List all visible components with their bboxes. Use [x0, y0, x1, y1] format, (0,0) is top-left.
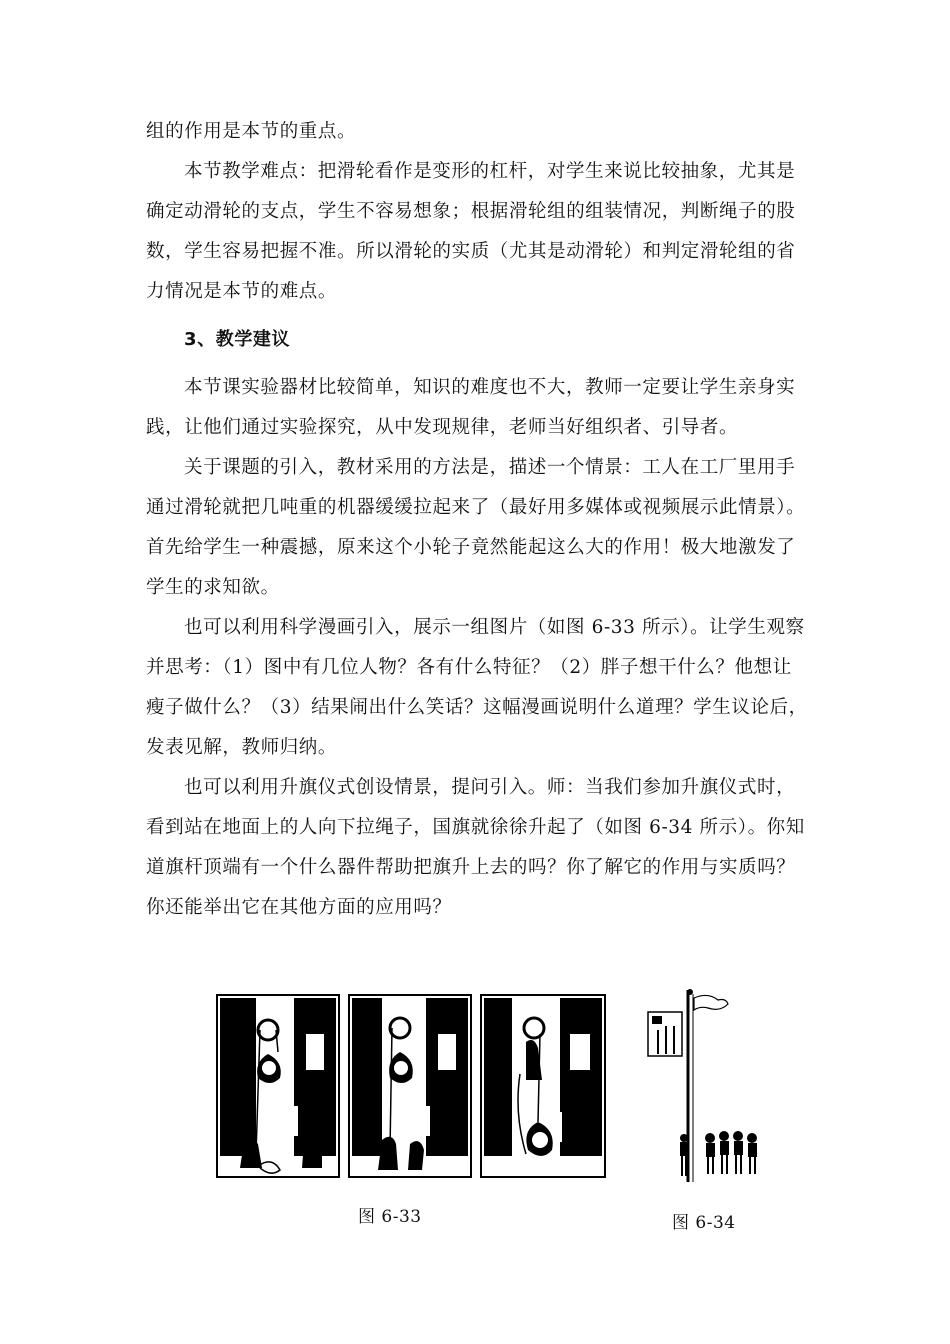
paragraph-line: 践，让他们通过实验探究，从中发现规律，老师当好组织者、引导者。 — [146, 417, 739, 438]
paragraph-line: 确定动滑轮的支点，学生不容易想象；根据滑轮组的组装情况，判断绳子的股 — [146, 201, 796, 222]
section-heading: 3、教学建议 — [184, 329, 291, 350]
figure-6-34-caption: 图 6-34 — [672, 1213, 736, 1233]
paragraph-line: 力情况是本节的难点。 — [146, 281, 338, 302]
figure-6-33-caption: 图 6-33 — [358, 1207, 422, 1227]
cartoon-panel-1 — [217, 995, 339, 1177]
pulley-cartoon-image — [216, 994, 608, 1180]
paragraph-line: 道旗杆顶端有一个什么器件帮助把旗升上去的吗？你了解它的作用与实质吗？ — [146, 857, 796, 878]
paragraph-line: 关于课题的引入，教材采用的方法是，描述一个情景：工人在工厂里用手 — [184, 457, 796, 478]
paragraph-line: 首先给学生一种震撼，原来这个小轮子竟然能起这么大的作用！极大地激发了 — [146, 537, 796, 558]
figure-6-34 — [640, 986, 770, 1186]
paragraph-line: 看到站在地面上的人向下拉绳子，国旗就徐徐升起了（如图 6-34 所示）。你知 — [146, 817, 805, 838]
paragraph-line: 学生的求知欲。 — [146, 577, 280, 598]
paragraph-line: 发表见解，教师归纳。 — [146, 737, 338, 758]
paragraph-line: 你还能举出它在其他方面的应用吗？ — [146, 897, 452, 918]
cartoon-panel-3 — [481, 995, 605, 1177]
paragraph-line: 也可以利用科学漫画引入，展示一组图片（如图 6-33 所示）。让学生观察 — [184, 617, 805, 638]
paragraph-line: 组的作用是本节的重点。 — [146, 121, 357, 142]
paragraph-line: 通过滑轮就把几吨重的机器缓缓拉起来了（最好用多媒体或视频展示此情景）。 — [146, 497, 806, 518]
paragraph-line: 并思考：（1）图中有几位人物？各有什么特征？（2）胖子想干什么？他想让 — [146, 657, 792, 678]
paragraph-line: 本节课实验器材比较简单，知识的难度也不大，教师一定要让学生亲身实 — [184, 377, 796, 398]
body-text — [146, 112, 816, 928]
paragraph-line: 本节教学难点：把滑轮看作是变形的杠杆，对学生来说比较抽象，尤其是 — [184, 161, 796, 182]
paragraph-line: 瘦子做什么？（3）结果闹出什么笑话？这幅漫画说明什么道理？学生议论后， — [146, 697, 808, 718]
paragraph-line: 也可以利用升旗仪式创设情景，提问引入。师：当我们参加升旗仪式时， — [184, 777, 796, 798]
figure-6-33 — [216, 994, 608, 1180]
flag-raising-image — [640, 986, 770, 1186]
paragraph-line: 数，学生容易把握不准。所以滑轮的实质（尤其是动滑轮）和判定滑轮组的省 — [146, 241, 796, 262]
cartoon-panel-2 — [349, 995, 471, 1177]
